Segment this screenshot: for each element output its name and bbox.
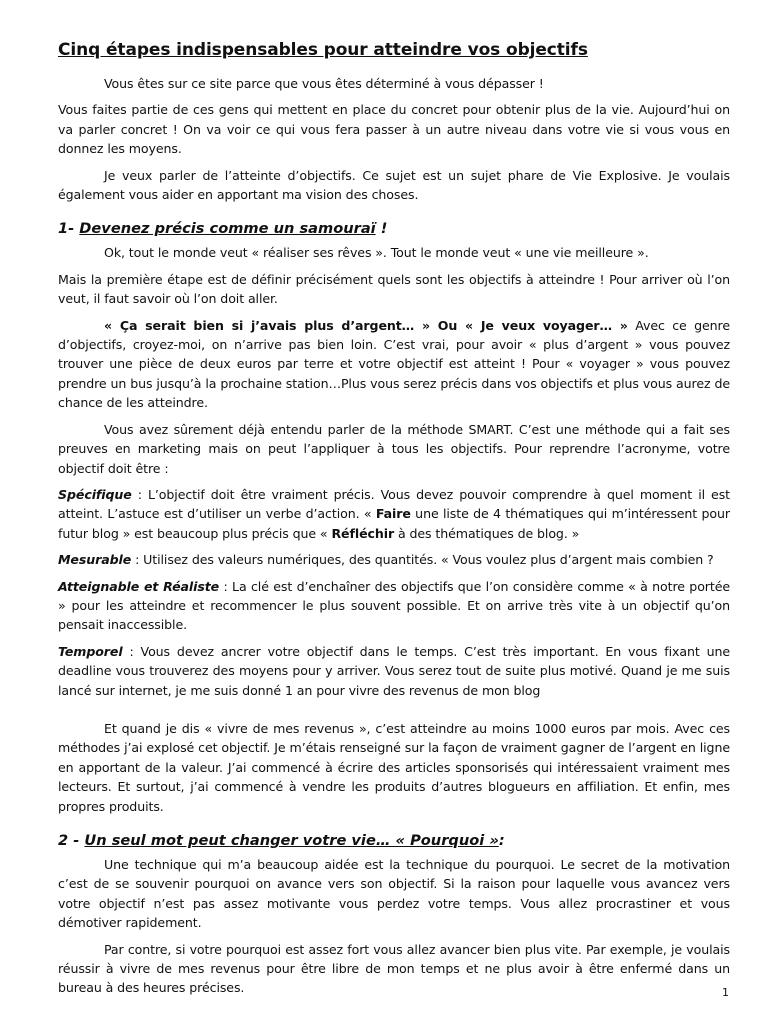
smart-temporel-text: : Vous devez ancrer votre objectif dans le temps. C’est très important. En vous fixant une deadline vous trouverez des moyens pour y arriver. Vous serez tout de suite plus motivé. Quand je me suis lancé sur internet, je me suis donné 1 an pour vivre des revenus de mon blog: [58, 643, 730, 698]
section-1-number: 1-: [58, 220, 80, 238]
section-1-heading-tail: !: [375, 220, 388, 238]
smart-term-mesurable: Mesurable: [58, 552, 132, 568]
section-2-heading: [58, 832, 730, 849]
smart-specifique-text-c: à des thématiques de blog. »: [394, 525, 580, 541]
section-2-heading-tail: :: [498, 832, 505, 849]
intro-paragraph-3: Je veux parler de l’atteinte d’objectifs. Ce sujet est un sujet phare de Vie Explosive. Je voulais également vous aider en apportant ma vision des choses.: [58, 167, 730, 203]
section-2-heading-text: Un seul mot peut changer votre vie… « Pourquoi »: [84, 832, 499, 849]
smart-term-specifique: Spécifique: [58, 486, 132, 502]
smart-atteignable: [58, 577, 730, 635]
page-number: 1: [722, 986, 729, 999]
section-1-paragraph-5: Et quand je dis « vivre de mes revenus », c’est atteindre au moins 1000 euros par mois. Avec ces méthodes j’ai explosé cet objectif. Je m’étais renseigné sur la façon de vraiment gagner de l’argent en ligne en apportant de la valeur. J’ai commencé à écrire des articles sponsorisés qui intéressaient vraiment mes lecteurs. Et surtout, j’ai commencé à vendre les produits d’autres blogueurs en affiliation. Et enfin, mes propres produits.: [58, 720, 730, 814]
smart-term-atteignable: Atteignable et Réaliste: [58, 578, 220, 594]
section-1-paragraph-2: Mais la première étape est de définir précisément quels sont les objectifs à atteindre ! Pour arriver où l’on veut, il faut savoir où l’on doit aller.: [58, 271, 730, 307]
section-2-paragraph-2: Par contre, si votre pourquoi est assez fort vous allez avancer bien plus vite. Par exemple, je voulais réussir à vivre de mes revenus pour être libre de mon temps et ne plus avoir à être enfermé dans un bureau à des heures précises.: [58, 941, 730, 996]
smart-mesurable-text: : Utilisez des valeurs numériques, des quantités. « Vous voulez plus d’argent mais combien ?: [131, 552, 714, 568]
intro-paragraph-1: Vous êtes sur ce site parce que vous êtes déterminé à vous dépasser !: [104, 76, 544, 91]
bold-reflechir: Réfléchir: [331, 525, 395, 541]
smart-mesurable: [58, 550, 730, 569]
spacer: [58, 707, 730, 719]
quote-rest: Avec ce genre d’objectifs, croyez-moi, on n’arrive pas bien loin. C’est vrai, pour avoir « plus d’argent » vous pouvez trouver une pièce de deux euros par terre et votre objectif est atteint ! Pour « voyager » vous pouvez prendre un bus jusqu’à la prochaine station…Plus vous serez précis dans vos objectifs et plus vous aurez de chance de les atteindre.: [58, 317, 730, 411]
page-content: [58, 40, 730, 1005]
smart-specifique-text-b: une liste de 4 thématiques qui m’intéressent pour futur blog » est beaucoup plus précis que «: [58, 506, 730, 541]
section-1-heading-text: Devenez précis comme un samouraï: [79, 220, 376, 238]
bold-faire: Faire: [375, 506, 411, 522]
page-title: Cinq étapes indispensables pour atteindre vos objectifs: [58, 40, 588, 60]
smart-temporel: [58, 642, 730, 700]
smart-term-temporel: Temporel: [58, 643, 123, 659]
quote-bold: « Ça serait bien si j’avais plus d’argent… » Ou « Je veux voyager… »: [104, 317, 628, 333]
intro-paragraph-2: Vous faites partie de ces gens qui mettent en place du concret pour obtenir plus de la vie. Aujourd’hui on va parler concret ! On va voir ce qui vous fera passer à un autre niveau dans votre vie si vous vous en donnez les moyens.: [58, 102, 730, 157]
section-1-paragraph-4: Vous avez sûrement déjà entendu parler de la méthode SMART. C’est une méthode qui a fait ses preuves en marketing mais on peut l’appliquer à tous les objectifs. Pour reprendre l’acronyme, votre objectif doit être :: [58, 421, 730, 476]
smart-specifique: [58, 485, 730, 543]
section-1-paragraph-1: Ok, tout le monde veut « réaliser ses rêves ». Tout le monde veut « une vie meilleure ».: [104, 245, 649, 261]
section-2-paragraph-1: Une technique qui m’a beaucoup aidée est la technique du pourquoi. Le secret de la motivation c’est de se souvenir pourquoi on avance vers son objectif. Si la raison pour laquelle vous avancez vers votre objectif n’est pas assez motivante vous perdez votre temps. Vous allez procrastiner et vous démotiver rapidement.: [58, 857, 730, 931]
smart-specifique-text-a: : L’objectif doit être vraiment précis. Vous devez pouvoir comprendre à quel moment il est atteint. L’astuce est d’utiliser un verbe d’action. «: [58, 486, 730, 522]
smart-atteignable-text: : La clé est d’enchaîner des objectifs que l’on considère comme « à notre portée » pour les atteindre et recommencer le plus souvent possible. Et on arrive très vite à un objectif qu’on pensait inaccessible.: [58, 578, 731, 633]
section-2-number: 2 -: [58, 832, 85, 849]
section-1-paragraph-3: [58, 316, 730, 413]
section-1-heading: [58, 220, 730, 237]
